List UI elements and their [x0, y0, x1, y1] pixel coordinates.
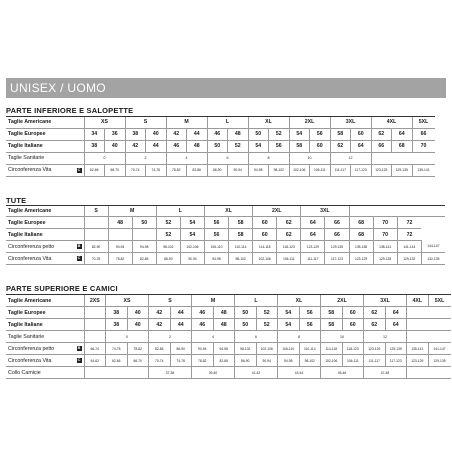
measure-cell: 90-94: [108, 241, 132, 253]
size-cell: 40: [127, 307, 149, 319]
size-cell: 50: [235, 307, 257, 319]
size-cell: XL: [248, 117, 289, 129]
size-cell: 38: [106, 307, 128, 319]
empty-cell: [84, 367, 149, 379]
size-cell: 42: [166, 128, 187, 140]
measure-cell: 39-40: [192, 367, 235, 379]
row-label-sanitary-sizes: Taglie Sanitarie: [6, 152, 84, 164]
measure-cell: 45-46: [321, 367, 364, 379]
measure-cell: 94-98: [248, 164, 269, 176]
measure-cell: 82-90: [84, 241, 108, 253]
size-cell: 64: [351, 140, 372, 152]
table-row: [6, 253, 445, 265]
measure-cell: 90-94: [192, 343, 214, 355]
size-cell: M: [108, 206, 156, 217]
size-cell: 36: [105, 128, 126, 140]
chest-label: Circonferenza petto: [8, 345, 55, 352]
row-label-waist: [6, 253, 84, 265]
empty-cell: [84, 229, 108, 241]
measure-cell: 111-117: [330, 164, 351, 176]
table-row: [6, 117, 435, 129]
measure-cell: 102-106: [180, 241, 204, 253]
size-cell: 66: [325, 229, 349, 241]
size-cell: 48: [213, 319, 235, 331]
measure-cell: 54-62: [84, 355, 106, 367]
measure-cell: 129-135: [392, 164, 413, 176]
measure-cell: 123-129: [364, 343, 386, 355]
size-cell: 72: [397, 229, 421, 241]
size-cell: 48: [228, 128, 249, 140]
size-cell: 56: [269, 140, 290, 152]
size-cell: 64: [385, 319, 407, 331]
measure-cell: 94-98: [278, 355, 300, 367]
table-row: [6, 206, 445, 217]
measure-cell: 86-90: [207, 164, 228, 176]
size-cell: 3XL: [301, 206, 349, 217]
measure-cell: 123-129: [301, 241, 325, 253]
size-cell: 70: [373, 217, 397, 229]
measure-cell: 141-147: [428, 343, 451, 355]
measure-cell: 86-90: [156, 253, 180, 265]
waist-measure-badge: C: [77, 358, 81, 362]
measure-cell: 82-86: [187, 164, 208, 176]
size-cell: 3XL: [364, 295, 407, 307]
size-cell: 38: [106, 319, 128, 331]
size-cell: 42: [125, 140, 146, 152]
measure-cell: 90-94: [256, 355, 278, 367]
measure-cell: 118-123: [342, 343, 364, 355]
measure-cell: 114-118: [321, 343, 343, 355]
empty-cell: [132, 229, 156, 241]
size-cell: 4XL: [371, 117, 412, 129]
size-cell: 38: [84, 140, 105, 152]
measure-cell: 129-135: [373, 253, 397, 265]
size-cell: 4: [166, 152, 207, 164]
size-cell: 54: [278, 319, 300, 331]
size-cell: S: [149, 295, 192, 307]
row-label-waist: [6, 355, 84, 367]
size-cell: 60: [310, 140, 331, 152]
size-cell: 54: [289, 128, 310, 140]
category-banner: UNISEX / UOMO: [6, 78, 446, 98]
measure-cell: 94-98: [132, 241, 156, 253]
measure-cell: 70-74: [149, 355, 171, 367]
measure-cell: 37-38: [149, 367, 192, 379]
size-cell: 72: [397, 217, 421, 229]
measure-cell: 129-132: [397, 253, 421, 265]
measure-cell: 129-135: [385, 343, 407, 355]
size-cell: 58: [321, 307, 343, 319]
size-cell: 2XS: [84, 295, 106, 307]
size-cell: 54: [278, 307, 300, 319]
size-cell: 2: [125, 152, 166, 164]
chest-label: Circonferenza petto: [8, 243, 55, 250]
measure-cell: 132-135: [421, 253, 445, 265]
measure-cell: 106-111: [277, 253, 301, 265]
row-label-italian-sizes: Taglie Italiane: [6, 319, 84, 331]
size-cell: 64: [392, 128, 413, 140]
row-label-european-sizes: Taglie Europee: [6, 217, 84, 229]
table-row: [6, 367, 451, 379]
size-cell: 46: [166, 140, 187, 152]
measure-cell: 62-66: [106, 355, 128, 367]
row-label-european-sizes: Taglie Europee: [6, 307, 84, 319]
measure-cell: 135-141: [412, 164, 435, 176]
size-cell: 62: [277, 229, 301, 241]
size-cell: 66: [371, 140, 392, 152]
empty-cell: [84, 307, 106, 319]
size-cell: M: [166, 117, 207, 129]
size-cell: 4XL: [407, 295, 429, 307]
table-row: [6, 128, 435, 140]
measure-cell: 123-129: [407, 355, 429, 367]
size-cell: 58: [229, 217, 253, 229]
size-cell: 56: [204, 229, 228, 241]
waist-label: Circonferenza Vita: [8, 255, 52, 262]
size-cell: 12: [364, 331, 407, 343]
table-row: [6, 355, 451, 367]
size-cell: 68: [392, 140, 413, 152]
size-cell: 62: [371, 128, 392, 140]
measure-cell: 82-86: [213, 355, 235, 367]
size-cell: 34: [84, 128, 105, 140]
size-cell: 62: [330, 140, 351, 152]
chest-measure-badge: B: [77, 244, 81, 248]
size-cell: 2XL: [321, 295, 364, 307]
measure-cell: 41-42: [235, 367, 278, 379]
measure-cell: 135-138: [349, 241, 373, 253]
measure-cell: 141-144: [397, 241, 421, 253]
size-cell: 2: [149, 331, 192, 343]
row-label-italian-sizes: Taglie Italiane: [6, 140, 84, 152]
table-row: [6, 241, 445, 253]
size-cell: XS: [106, 295, 149, 307]
size-cell: 54: [180, 217, 204, 229]
size-cell: XS: [84, 117, 125, 129]
size-cell: 10: [289, 152, 330, 164]
size-cell: 52: [228, 140, 249, 152]
measure-cell: 82-86: [149, 343, 171, 355]
size-cell: 40: [127, 319, 149, 331]
size-cell: 6: [207, 152, 248, 164]
size-cell: 62: [364, 319, 386, 331]
measure-cell: 94-98: [204, 253, 228, 265]
size-cell: 48: [213, 307, 235, 319]
measure-cell: 78-82: [166, 164, 187, 176]
table-row: [6, 319, 451, 331]
measure-cell: 66-70: [127, 355, 149, 367]
size-cell: 40: [146, 128, 167, 140]
empty-cell: [407, 307, 451, 319]
size-cell: 64: [301, 217, 325, 229]
measure-cell: 78-82: [192, 355, 214, 367]
measure-cell: 102-106: [253, 253, 277, 265]
measure-cell: 135-141: [407, 343, 429, 355]
measure-cell: 123-129: [349, 253, 373, 265]
size-cell: 70: [373, 229, 397, 241]
size-cell: 56: [310, 128, 331, 140]
size-cell: 10: [321, 331, 364, 343]
measure-cell: 110-114: [299, 343, 321, 355]
measure-cell: 98-102: [235, 343, 257, 355]
size-cell: 2XL: [289, 117, 330, 129]
size-cell: 8: [278, 331, 321, 343]
size-cell: 60: [253, 217, 277, 229]
measure-cell: 110-114: [229, 241, 253, 253]
size-cell: 54: [248, 140, 269, 152]
measure-cell: 106-110: [204, 241, 228, 253]
overalls-size-table: [6, 205, 445, 265]
row-label-waist: [6, 164, 84, 176]
waist-measure-badge: C: [77, 167, 81, 172]
size-cell: 56: [204, 217, 228, 229]
empty-cell: [407, 367, 451, 379]
size-cell: 62: [364, 307, 386, 319]
bottoms-size-table: [6, 116, 435, 177]
measure-cell: 111-117: [364, 355, 386, 367]
table-row: [6, 164, 435, 176]
size-cell: 56: [299, 319, 321, 331]
size-cell: 60: [351, 128, 372, 140]
size-cell: 60: [253, 229, 277, 241]
size-cell: 48: [108, 217, 132, 229]
size-cell: 42: [149, 319, 171, 331]
size-cell: 0: [106, 331, 149, 343]
measure-cell: 118-123: [277, 241, 301, 253]
size-cell: 56: [299, 307, 321, 319]
size-cell: 44: [170, 307, 192, 319]
empty-cell: [108, 229, 132, 241]
measure-cell: 117-123: [385, 355, 407, 367]
chest-measure-badge: B: [77, 346, 81, 350]
waist-measure-badge: C: [77, 256, 81, 260]
measure-cell: 66-70: [105, 164, 126, 176]
empty-cell: [84, 217, 108, 229]
size-cell: XL: [278, 295, 321, 307]
measure-cell: 129-135: [325, 241, 349, 253]
row-label-american-sizes: Taglie Americane: [6, 295, 84, 307]
row-label-european-sizes: Taglie Europee: [6, 128, 84, 140]
size-cell: M: [192, 295, 235, 307]
row-label-american-sizes: Taglie Americane: [6, 206, 84, 217]
size-cell: 52: [156, 229, 180, 241]
empty-cell: [407, 319, 451, 331]
measure-cell: 78-82: [127, 343, 149, 355]
size-cell: L: [235, 295, 278, 307]
row-label-american-sizes: Taglie Americane: [6, 117, 84, 129]
size-cell: 58: [330, 128, 351, 140]
measure-cell: 70-78: [84, 253, 108, 265]
size-cell: 50: [235, 319, 257, 331]
measure-cell: 66-74: [84, 343, 106, 355]
size-cell: 42: [149, 307, 171, 319]
measure-cell: 74-78: [146, 164, 167, 176]
size-cell: L: [156, 206, 204, 217]
tops-size-table: [6, 294, 451, 379]
measure-cell: 138-141: [373, 241, 397, 253]
measure-cell: 70-74: [125, 164, 146, 176]
measure-cell: 102-106: [256, 343, 278, 355]
size-cell: 40: [105, 140, 126, 152]
measure-cell: 106-111: [342, 355, 364, 367]
table-row: [6, 331, 451, 343]
size-cell: 46: [192, 319, 214, 331]
size-cell: L: [207, 117, 248, 129]
size-cell: 2XL: [253, 206, 301, 217]
size-cell: 50: [132, 217, 156, 229]
measure-cell: 117-123: [351, 164, 372, 176]
section-title-overalls: TUTE: [6, 196, 27, 205]
size-cell: 4: [192, 331, 235, 343]
size-cell: 12: [330, 152, 371, 164]
empty-cell: [407, 331, 451, 343]
size-cell: 6: [235, 331, 278, 343]
waist-label: Circonferenza Vita: [8, 357, 52, 364]
size-cell: 46: [192, 307, 214, 319]
row-label-chest: [6, 241, 84, 253]
size-cell: 68: [349, 229, 373, 241]
measure-cell: 74-78: [170, 355, 192, 367]
size-cell: 38: [125, 128, 146, 140]
row-label-italian-sizes: Taglie Italiane: [6, 229, 84, 241]
size-cell: 60: [342, 319, 364, 331]
size-cell: 62: [277, 217, 301, 229]
empty-cell: [371, 152, 435, 164]
row-label-collar: Collo Camicie: [6, 367, 84, 379]
measure-cell: 102-106: [289, 164, 310, 176]
measure-cell: 123-129: [371, 164, 392, 176]
section-title-tops: PARTE SUPERIORE E CAMICI: [6, 284, 118, 293]
size-cell: 52: [269, 128, 290, 140]
size-cell: 0: [84, 152, 125, 164]
measure-cell: 90-94: [228, 164, 249, 176]
size-cell: 70: [412, 140, 435, 152]
measure-cell: 98-102: [269, 164, 290, 176]
size-cell: 64: [385, 307, 407, 319]
size-cell: 8: [248, 152, 289, 164]
measure-cell: 106-111: [310, 164, 331, 176]
size-cell: S: [84, 206, 108, 217]
measure-cell: 78-82: [108, 253, 132, 265]
measure-cell: 82-86: [132, 253, 156, 265]
measure-cell: 90-94: [180, 253, 204, 265]
size-cell: 3XL: [330, 117, 371, 129]
table-row: [6, 217, 445, 229]
measure-cell: 102-106: [321, 355, 343, 367]
measure-cell: 111-117: [301, 253, 325, 265]
measure-cell: 86-90: [170, 343, 192, 355]
table-row: [6, 140, 435, 152]
size-cell: 5XL: [428, 295, 451, 307]
measure-cell: 144-147: [421, 241, 445, 253]
table-row: [6, 343, 451, 355]
size-cell: 66: [325, 217, 349, 229]
measure-cell: 43-44: [278, 367, 321, 379]
size-cell: 54: [180, 229, 204, 241]
size-cell: 48: [187, 140, 208, 152]
size-cell: 46: [207, 128, 228, 140]
measure-cell: 117-123: [325, 253, 349, 265]
size-cell: 58: [229, 229, 253, 241]
row-label-chest: [6, 343, 84, 355]
measure-cell: 86-90: [235, 355, 257, 367]
measure-cell: 98-102: [229, 253, 253, 265]
section-title-bottoms: PARTE INFERIORE E SALOPETTE: [6, 106, 134, 115]
size-cell: 52: [256, 307, 278, 319]
table-row: [6, 152, 435, 164]
measure-cell: 129-135: [428, 355, 451, 367]
measure-cell: 106-110: [278, 343, 300, 355]
size-cell: 64: [301, 229, 325, 241]
measure-cell: 94-98: [213, 343, 235, 355]
size-cell: 66: [412, 128, 435, 140]
waist-label: Circonferenza Vita: [8, 167, 52, 173]
size-cell: 50: [248, 128, 269, 140]
measure-cell: 114-118: [253, 241, 277, 253]
size-cell: S: [125, 117, 166, 129]
empty-cell: [349, 206, 445, 217]
table-row: [6, 307, 451, 319]
size-cell: 44: [187, 128, 208, 140]
empty-cell: [84, 331, 106, 343]
measure-cell: 98-102: [299, 355, 321, 367]
size-cell: XL: [204, 206, 252, 217]
table-row: [6, 295, 451, 307]
size-cell: 68: [349, 217, 373, 229]
row-label-sanitary-sizes: Taglie Sanitarie: [6, 331, 84, 343]
size-cell: 52: [256, 319, 278, 331]
size-cell: 44: [146, 140, 167, 152]
size-cell: 58: [289, 140, 310, 152]
size-cell: 60: [342, 307, 364, 319]
size-cell: 52: [156, 217, 180, 229]
size-cell: 44: [170, 319, 192, 331]
measure-cell: 62-66: [84, 164, 105, 176]
measure-cell: 74-78: [106, 343, 128, 355]
empty-cell: [84, 319, 106, 331]
size-cell: 5XL: [412, 117, 435, 129]
size-cell: 50: [207, 140, 228, 152]
measure-cell: 98-102: [156, 241, 180, 253]
size-cell: 58: [321, 319, 343, 331]
table-row: [6, 229, 445, 241]
measure-cell: 47-48: [364, 367, 407, 379]
